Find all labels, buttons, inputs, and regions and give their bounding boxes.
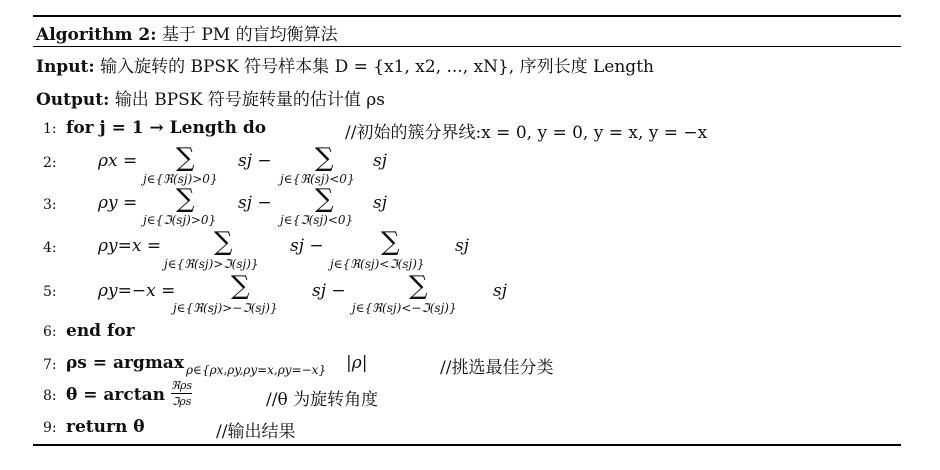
output-label: Output: bbox=[36, 90, 110, 110]
header-rule bbox=[33, 46, 901, 47]
summation-symbol: ∑ bbox=[409, 271, 428, 301]
output-text: 输出 BPSK 符号旋转量的估计值 ρs bbox=[114, 90, 386, 110]
line-code: end for bbox=[66, 321, 135, 341]
line-number: 6: bbox=[43, 324, 57, 340]
line-term: sj bbox=[373, 193, 387, 213]
summation-index: j∈{ℜ(sj)>0} bbox=[143, 172, 218, 186]
line-number: 5: bbox=[43, 284, 57, 300]
line-term: sj − bbox=[312, 281, 346, 301]
summation-index: j∈{ℜ(sj)>−ℑ(sj)} bbox=[173, 301, 278, 315]
input-label: Input: bbox=[36, 57, 95, 77]
line-code: θ = arctan bbox=[66, 385, 165, 405]
line-code: for j = 1 → Length do bbox=[66, 118, 267, 138]
line-lhs: ρy=−x = bbox=[98, 281, 176, 301]
line-term: sj − bbox=[290, 236, 324, 256]
output-line bbox=[36, 85, 385, 110]
summation-index: j∈{ℑ(sj)<0} bbox=[280, 213, 354, 227]
caption-title: 基于 PM 的盲均衡算法 bbox=[161, 25, 338, 45]
line-number: 8: bbox=[43, 388, 57, 404]
summation-index: j∈{ℜ(sj)>ℑ(sj)} bbox=[164, 257, 259, 271]
input-text: 输入旋转的 BPSK 符号样本集 D = {x1, x2, ..., xN}, 序列长度 Length bbox=[100, 57, 654, 77]
line-lhs: ρy=x = bbox=[98, 236, 162, 256]
summation-symbol: ∑ bbox=[214, 227, 233, 257]
line-term: sj bbox=[373, 151, 387, 171]
summation-index: j∈{ℜ(sj)<−ℑ(sj)} bbox=[352, 301, 457, 315]
line-number: 1: bbox=[43, 121, 57, 137]
line-term: sj bbox=[493, 281, 507, 301]
fraction-numerator: ℜρs bbox=[171, 379, 193, 392]
line-term: sj bbox=[455, 236, 469, 256]
bottom-rule bbox=[33, 444, 901, 446]
line-term: sj − bbox=[238, 151, 272, 171]
summation-symbol: ∑ bbox=[231, 271, 250, 301]
argmax-subscript: ρ∈{ρx,ρy,ρy=x,ρy=−x} bbox=[186, 363, 327, 377]
line-comment: //初始的簇分界线:x = 0, y = 0, y = x, y = −x bbox=[345, 123, 708, 143]
summation-symbol: ∑ bbox=[176, 184, 195, 214]
line-number: 7: bbox=[43, 357, 57, 373]
line-term: sj − bbox=[238, 193, 272, 213]
line-lhs: ρx = bbox=[98, 151, 138, 171]
top-rule bbox=[33, 15, 901, 17]
line-comment: //挑选最佳分类 bbox=[440, 358, 554, 378]
line-code: ρs = argmax bbox=[66, 353, 184, 373]
summation-symbol: ∑ bbox=[315, 184, 334, 214]
line-comment: //θ 为旋转角度 bbox=[266, 390, 379, 410]
fraction-bar bbox=[171, 393, 192, 394]
line-number: 4: bbox=[43, 240, 57, 256]
summation-symbol: ∑ bbox=[315, 143, 334, 173]
line-comment: //输出结果 bbox=[216, 422, 296, 442]
fraction-denominator: ℑρs bbox=[171, 395, 192, 408]
line-number: 2: bbox=[43, 155, 57, 171]
input-line bbox=[36, 52, 654, 77]
arctan-fraction bbox=[171, 379, 192, 408]
line-term: |ρ| bbox=[346, 353, 368, 373]
line-number: 3: bbox=[43, 197, 57, 213]
summation-symbol: ∑ bbox=[381, 227, 400, 257]
caption-label: Algorithm 2: bbox=[36, 25, 157, 45]
summation-index: j∈{ℜ(sj)<ℑ(sj)} bbox=[330, 257, 425, 271]
algorithm-caption bbox=[36, 20, 338, 45]
summation-symbol: ∑ bbox=[176, 143, 195, 173]
line-lhs: ρy = bbox=[98, 193, 138, 213]
summation-index: j∈{ℑ(sj)>0} bbox=[143, 213, 217, 227]
line-code: return θ bbox=[66, 417, 145, 437]
line-number: 9: bbox=[43, 420, 57, 436]
summation-index: j∈{ℜ(sj)<0} bbox=[280, 172, 355, 186]
